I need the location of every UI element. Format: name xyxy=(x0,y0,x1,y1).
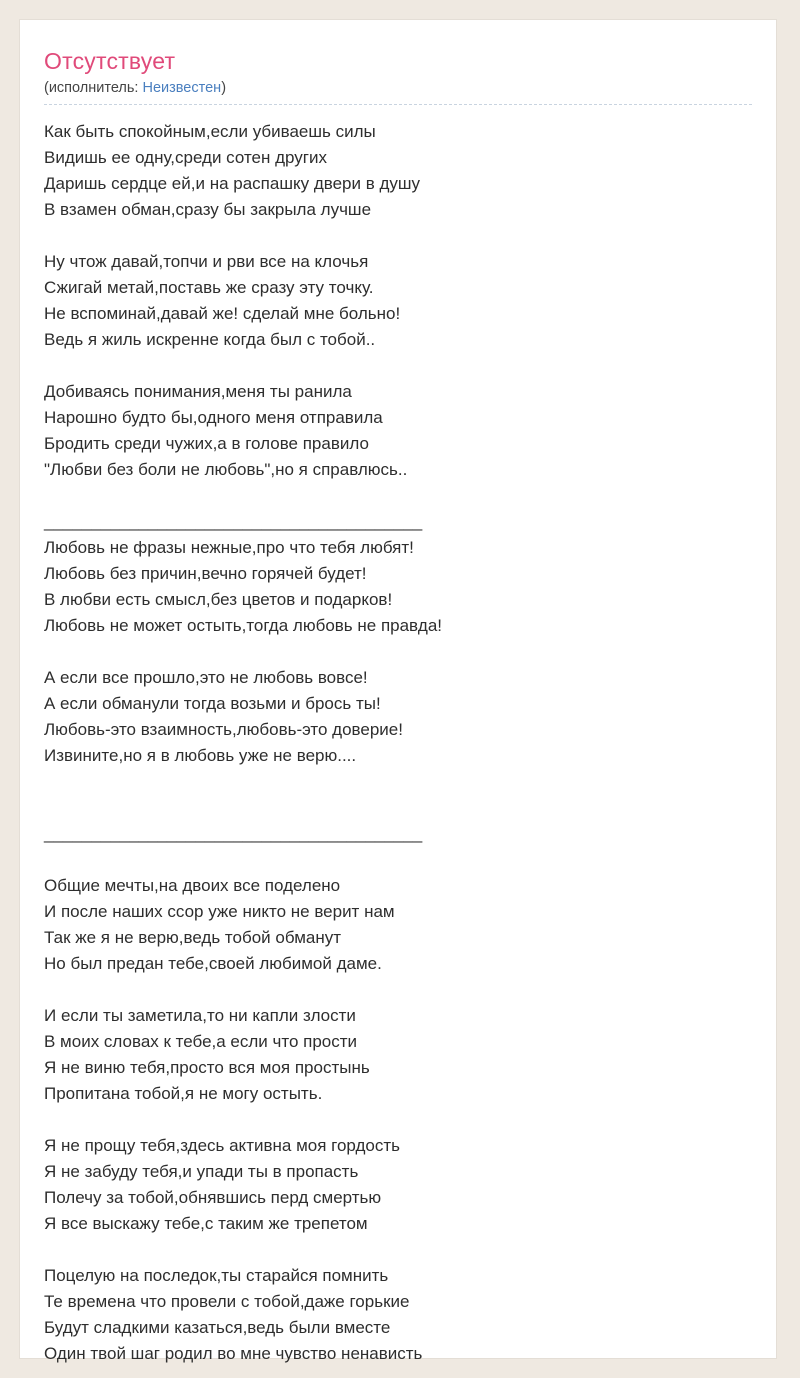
artist-link[interactable]: Неизвестен xyxy=(142,79,222,96)
lyrics-blank-line xyxy=(44,795,752,821)
lyrics-page xyxy=(20,20,776,1363)
lyrics-blank-line xyxy=(44,483,752,509)
lyrics-line: Видишь ее одну,среди сотен других xyxy=(44,147,327,167)
page-title: Отсутствует xyxy=(44,48,176,74)
lyrics-line: Ведь я жиль искренне когда был с тобой.. xyxy=(44,329,376,349)
lyrics-line: В моих словах к тебе,а если что прости xyxy=(44,1031,358,1051)
lyrics-line: Полечу за тобой,обнявшись перд смертью xyxy=(44,1187,382,1207)
lyrics-line: Нарошно будто бы,одного меня отправила xyxy=(44,407,383,427)
lyrics-body xyxy=(44,119,752,1367)
lyrics-line: А если все прошло,это не любовь вовсе! xyxy=(44,667,368,687)
lyrics-line: Те времена что провели с тобой,даже горькие xyxy=(44,1291,410,1311)
lyrics-blank-line xyxy=(44,1237,752,1263)
lyrics-blank-line xyxy=(44,977,752,1003)
lyrics-line: Сжигай метай,поставь же сразу эту точку. xyxy=(44,277,374,297)
lyrics-line: Я не прощу тебя,здесь активна моя гордость xyxy=(44,1135,401,1155)
lyrics-line: Общие мечты,на двоих все поделено xyxy=(44,875,341,895)
lyrics-line: Я все выскажу тебе,с таким же трепетом xyxy=(44,1213,368,1233)
lyrics-line: В взамен обман,сразу бы закрыла лучше xyxy=(44,199,372,219)
artist-prefix-label: (исполнитель: xyxy=(44,79,139,96)
lyrics-blank-line xyxy=(44,639,752,665)
artist-line xyxy=(44,80,752,105)
lyrics-line: Поцелую на последок,ты старайся помнить xyxy=(44,1265,389,1285)
lyrics-line: Пропитана тобой,я не могу остыть. xyxy=(44,1083,323,1103)
lyrics-line: "Любви без боли не любовь",но я справлюсь.. xyxy=(44,459,408,479)
lyrics-blank-line xyxy=(44,769,752,795)
lyrics-blank-line xyxy=(44,847,752,873)
lyrics-line: Даришь сердце ей,и на распашку двери в душу xyxy=(44,173,421,193)
lyrics-line: Так же я не верю,ведь тобой обманут xyxy=(44,927,342,947)
lyrics-line: И после наших ссор уже никто не верит нам xyxy=(44,901,395,921)
lyrics-line: Но был предан тебе,своей любимой даме. xyxy=(44,953,382,973)
lyrics-line: Я не виню тебя,просто вся моя простынь xyxy=(44,1057,370,1077)
lyrics-blank-line xyxy=(44,1107,752,1133)
lyrics-line: Один твой шаг родил во мне чувство ненависть xyxy=(44,1343,423,1363)
lyrics-line: ________________________________________ xyxy=(44,823,423,843)
lyrics-line: Ну чтож давай,топчи и рви все на клочья xyxy=(44,251,369,271)
lyrics-line: Любовь без причин,вечно горячей будет! xyxy=(44,563,367,583)
lyrics-line: Бродить среди чужих,а в голове правило xyxy=(44,433,369,453)
lyrics-line: Не вспоминай,давай же! сделай мне больно! xyxy=(44,303,401,323)
lyrics-line: А если обманули тогда возьми и брось ты! xyxy=(44,693,381,713)
lyrics-line: В любви есть смысл,без цветов и подарков! xyxy=(44,589,393,609)
lyrics-line: Я не забуду тебя,и упади ты в пропасть xyxy=(44,1161,359,1181)
lyrics-line: Добиваясь понимания,меня ты ранила xyxy=(44,381,352,401)
lyrics-blank-line xyxy=(44,353,752,379)
lyrics-line: И если ты заметила,то ни капли злости xyxy=(44,1005,356,1025)
lyrics-line: Извините,но я в любовь уже не верю.... xyxy=(44,745,357,765)
lyrics-line: Любовь не может остыть,тогда любовь не правда! xyxy=(44,615,442,635)
artist-suffix-label: ) xyxy=(221,79,227,96)
lyrics-line: Любовь-это взаимность,любовь-это доверие! xyxy=(44,719,403,739)
lyrics-line: Как быть спокойным,если убиваешь силы xyxy=(44,121,376,141)
lyrics-line: Любовь не фразы нежные,про что тебя любят! xyxy=(44,537,414,557)
lyrics-line: Будут сладкими казаться,ведь были вместе xyxy=(44,1317,391,1337)
lyrics-blank-line xyxy=(44,223,752,249)
lyrics-line: ________________________________________ xyxy=(44,511,423,531)
